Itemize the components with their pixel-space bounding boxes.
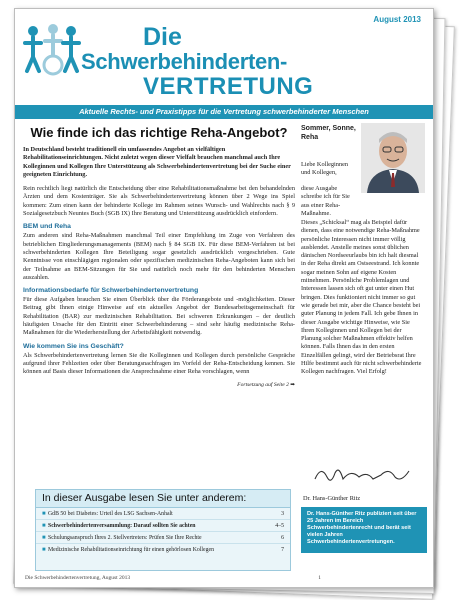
editorial-intro: diese Ausgabe schreibe ich für Sie aus einer Reha-Maßnahme. xyxy=(301,185,350,217)
toc-item-text: Medizinische Rehabilitationseinrichtung für einen gehörlosen Kollegen xyxy=(48,546,214,553)
article-paragraph: Für diese Aufgaben brauchen Sie einen Überblick über die Förderangebote und -möglichkeiten. Dieser Beitrag gibt Ihnen einige Hinweise auf ein aktuelles Angebot der Bundesarbeitsgemeinschaft für Rehabilitation (BAR) zur medizinischen Rehabilitation. Bei schweren Erkrankungen – der deutlich häufigsten Ursache für den Eintritt einer Schwerbehinderung – sind sehr häufig medizinische Reha-Maßnahmen für die Wiederherstellung der Arbeitsfähigkeit notwendig. xyxy=(23,296,295,337)
toc-item[interactable] xyxy=(36,544,290,555)
toc-item[interactable] xyxy=(36,532,290,544)
editorial-greeting: Liebe Kolleginnen und Kollegen, xyxy=(301,161,349,177)
bullet-icon: ■ xyxy=(42,534,46,541)
toc-item-page: 3 xyxy=(281,510,284,517)
logo-figures-icon xyxy=(23,21,83,85)
article-paragraph: Als Schwerbehindertenvertretung lernen Sie die Kolleginnen und Kollegen durch persönliche Gespräche aufgrund ihrer Fehlzeiten oder über Beratungsnachfragen im Vorfeld der Reha-Entscheidung kennen. Sie können auf Basis dieser Informationen die Ansprechnahme einer Reha vorschlagen, wenn xyxy=(23,351,295,376)
article-subhead: BEM und Reha xyxy=(23,223,71,231)
article-paragraph: Rein rechtlich liegt natürlich die Entscheidung über eine Rehabilitationsmaßnahme bei den behandelnden Ärzten und dem Kostenträger. Sie als Schwerbehindertenvertretung können über 2 Wege ins Spiel kommen: Zum einen kann der behinderte Kollege im Rahmen seines Wunsch- und Wahlrechts nach § 9 Sozialgesetzbuch Neuntes Buch (SGB IX) Ihre Beratung und Unterstützung ausdrücklich einfordern. xyxy=(23,185,295,218)
table-of-contents xyxy=(35,489,291,571)
author-portrait xyxy=(361,123,425,193)
masthead-line1: Die xyxy=(143,23,182,51)
editorial-body: Dieses „Schicksal“ mag als Beispiel dafür dienen, dass eine notwendige Reha-Maßnahme persönliche Interessen nicht immer völlig ausblendet. Anstelle meines sonst üblichen dänischen Nordseeurlaubs bin ich halt diesmal in der Reha direkt am Ostseestrand. Ich konnte sogar meinen Sohn auf eigene Kosten mitnehmen. Persönliche Problemlagen und Interessen lassen sich oft gut unter einen Hut bringen. Dies funktioniert nicht immer so gut wie gerade bei mir, aber die Chance besteht bei guter Planung in jedem Fall. Ich gebe Ihnen in dieser Ausgabe wichtige Hinweise, wie Sie Ihren Kolleginnen und Kollegen bei der Planung solcher Maßnahmen effektiv helfen können. Falls Ihnen das in den ersten Einzelfällen gelingt, wird der Betriebsrat Ihre Hilfe bestimmt auch für nicht schwerbehinderte Kollegen nachfragen. Viel Erfolg! xyxy=(301,219,422,376)
footer-page-number: 1 xyxy=(318,575,321,581)
footer-text: Die Schwerbehindertenvertretung, August 2013 xyxy=(25,575,131,581)
article-paragraph: Zum anderen sind Reha-Maßnahmen manchmal Teil einer Empfehlung im Zuge von Verfahren des betrieblichen Eingliederungsmanagements (BEM) nach § 84 SGB IX. Für diese BEM-Verfahren ist bei schwerbehinderten Kollegen Ihre Beteiligung sogar gesetzlich ausdrücklich vorgeschrieben. Gute Kenntnisse von einschlägigen regionalen oder spezifischen medizinischen Reha-Angeboten kann sich bei der Teilnahme an BEM-Sitzungen für Sie und natürlich noch mehr für den behinderten Menschen auszahlen. xyxy=(23,232,295,281)
editorial-column xyxy=(301,123,427,583)
bullet-icon: ■ xyxy=(42,546,46,553)
toc-item-text: GdB 50 bei Diabetes: Urteil des LSG Sachsen-Anhalt xyxy=(48,510,173,517)
bullet-icon: ■ xyxy=(42,510,46,517)
masthead-line2: Schwerbehinderten- xyxy=(81,49,288,74)
toc-item-text: Schwerbehindertenversammlung: Darauf sollten Sie achten xyxy=(48,522,196,529)
signature xyxy=(311,461,421,487)
article-lead: In Deutschland besteht traditionell ein umfassendes Angebot an vielfältigen Rehabilitationseinrichtungen. Nicht zuletzt wegen dieser Vielfalt brauchen manchmal auch Ihre Kolleginnen und Kollegen Ihre Unterstützung als Schwerbehindertenvertretung bei der Suche einer geeigneten Einrichtung. xyxy=(23,146,291,178)
toc-item-page: 4–5 xyxy=(275,522,284,529)
newsletter-cover xyxy=(14,8,434,588)
editorial-title: Sommer, Sonne, Reha xyxy=(301,125,356,141)
issue-date: August 2013 xyxy=(373,15,421,24)
author-bio: Dr. Hans-Günther Ritz publiziert seit über 25 Jahren im Bereich Schwerbehindertenrecht und berät seit vielen Jahren Schwerbehindertenvertretungen. xyxy=(301,507,427,553)
continued-note: Fortsetzung auf Seite 2 ➡ xyxy=(237,381,295,388)
masthead-tagline: Aktuelle Rechts- und Praxistipps für die Vertretung schwerbehinderter Menschen xyxy=(15,105,433,119)
toc-heading: In dieser Ausgabe lesen Sie unter anderem: xyxy=(36,490,290,508)
signature-name: Dr. Hans-Günther Ritz xyxy=(303,495,361,502)
toc-item-text: Schulungsanspruch Ihres 2. Stellvertreters: Prüfen Sie Ihre Rechte xyxy=(48,534,202,541)
toc-item-page: 6 xyxy=(281,534,284,541)
article-subhead: Informationsbedarfe für Schwerbehindertenvertretung xyxy=(23,287,199,295)
toc-item[interactable] xyxy=(36,520,290,532)
bullet-icon: ■ xyxy=(42,522,46,529)
article-column xyxy=(23,123,295,391)
toc-item[interactable] xyxy=(36,508,290,520)
toc-item-page: 7 xyxy=(281,546,284,553)
article-subhead: Wie kommen Sie ins Geschäft? xyxy=(23,342,124,350)
masthead-line3: VERTRETUNG xyxy=(143,73,314,100)
article-headline: Wie finde ich das richtige Reha-Angebot? xyxy=(30,125,288,140)
